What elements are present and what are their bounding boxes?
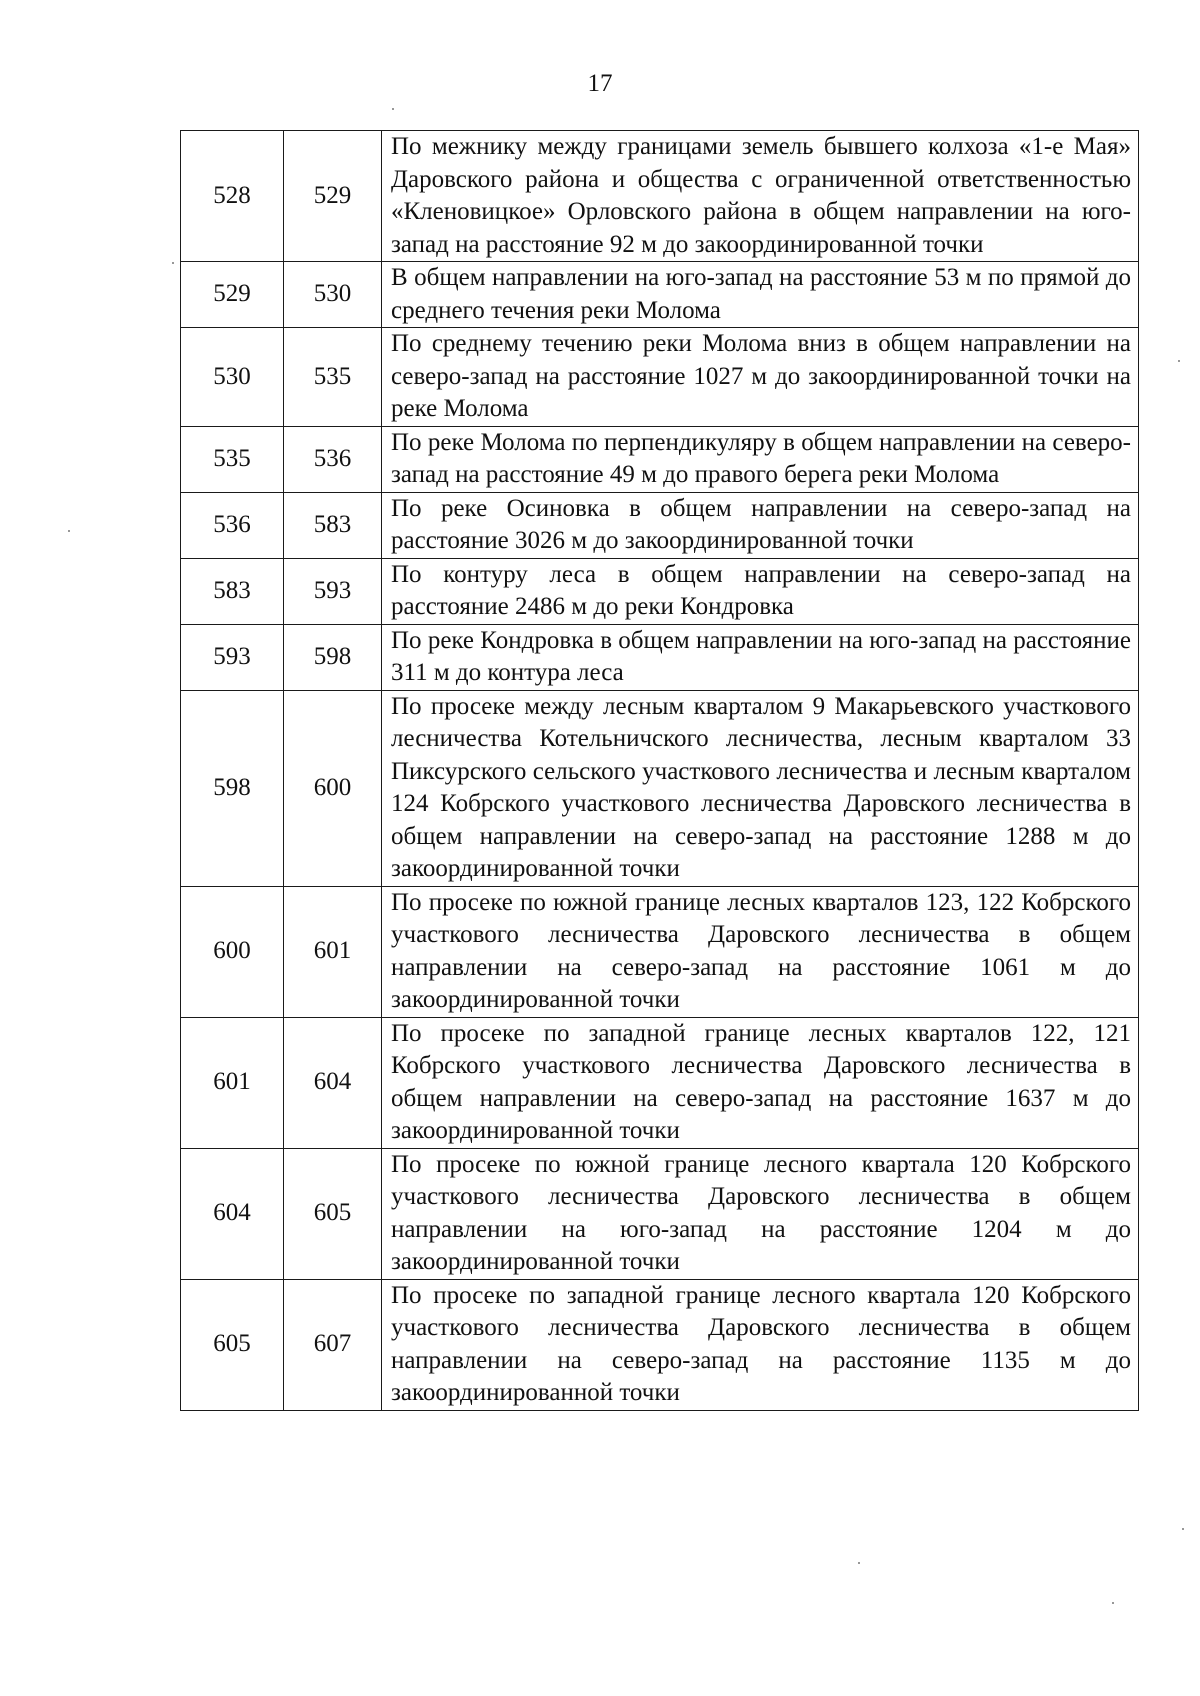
segment-description: По среднему течению реки Молома вниз в общем направлении на северо-запад на расстояние 1027 м до закоординированной точки на реке Молома [382,328,1139,427]
from-point: 528 [181,131,284,262]
to-point: 583 [284,492,382,558]
segment-description: По просеке по западной границе лесных кварталов 122, 121 Кобрского участкового лесничества Даровского лесничества в общем направлении на северо-запад на расстояние 1637 м до закоординированной точки [382,1017,1139,1148]
from-point: 529 [181,262,284,328]
from-point: 600 [181,886,284,1017]
table-row [181,690,1139,886]
to-point: 604 [284,1017,382,1148]
from-point: 604 [181,1148,284,1279]
segment-description: По контуру леса в общем направлении на северо-запад на расстояние 2486 м до реки Кондровка [382,558,1139,624]
scan-speck [1182,1528,1184,1530]
from-point: 598 [181,690,284,886]
from-point: 536 [181,492,284,558]
segment-description: По реке Кондровка в общем направлении на юго-запад на расстояние 311 м до контура леса [382,624,1139,690]
table-row [181,492,1139,558]
scan-speck [1178,360,1180,362]
table-row [181,558,1139,624]
page-number: 17 [587,70,613,97]
from-point: 605 [181,1279,284,1410]
table-row [181,624,1139,690]
table-row [181,262,1139,328]
segment-description: По просеке по южной границе лесных кварталов 123, 122 Кобрского участкового лесничества Даровского лесничества в общем направлении на северо-запад на расстояние 1061 м до закоординированной точки [382,886,1139,1017]
scan-speck [68,530,70,532]
from-point: 535 [181,426,284,492]
scan-speck [172,262,174,264]
to-point: 605 [284,1148,382,1279]
scan-speck [858,1562,860,1564]
to-point: 529 [284,131,382,262]
segment-description: По просеке между лесным кварталом 9 Макарьевского участкового лесничества Котельничского лесничества, лесным кварталом 33 Пиксурского сельского участкового лесничества и лесным кварталом 124 Кобрского участкового лесничества Даровского лесничества в общем направлении на северо-запад на расстояние 1288 м до закоординированной точки [382,690,1139,886]
to-point: 598 [284,624,382,690]
table-row [181,426,1139,492]
from-point: 601 [181,1017,284,1148]
to-point: 601 [284,886,382,1017]
segment-description: По реке Осиновка в общем направлении на северо-запад на расстояние 3026 м до закоординированной точки [382,492,1139,558]
segment-description: По межнику между границами земель бывшего колхоза «1-е Мая» Даровского района и общества с ограниченной ответственностью «Кленовицкое» Орловского района в общем направлении на юго-запад на расстояние 92 м до закоординированной точки [382,131,1139,262]
to-point: 535 [284,328,382,427]
table-row [181,1017,1139,1148]
segment-description: По просеке по южной границе лесного квартала 120 Кобрского участкового лесничества Даровского лесничества в общем направлении на юго-запад на расстояние 1204 м до закоординированной точки [382,1148,1139,1279]
scan-speck [392,108,394,110]
to-point: 607 [284,1279,382,1410]
scan-speck [1112,1602,1114,1604]
table-row [181,328,1139,427]
segment-description: В общем направлении на юго-запад на расстояние 53 м по прямой до среднего течения реки Молома [382,262,1139,328]
table-row [181,131,1139,262]
from-point: 583 [181,558,284,624]
table-row [181,1148,1139,1279]
to-point: 530 [284,262,382,328]
boundary-description-table [180,130,1139,1411]
to-point: 593 [284,558,382,624]
segment-description: По просеке по западной границе лесного квартала 120 Кобрского участкового лесничества Даровского лесничества в общем направлении на северо-запад на расстояние 1135 м до закоординированной точки [382,1279,1139,1410]
to-point: 536 [284,426,382,492]
table-row [181,1279,1139,1410]
table-row [181,886,1139,1017]
segment-description: По реке Молома по перпендикуляру в общем направлении на северо-запад на расстояние 49 м до правого берега реки Молома [382,426,1139,492]
from-point: 530 [181,328,284,427]
from-point: 593 [181,624,284,690]
to-point: 600 [284,690,382,886]
